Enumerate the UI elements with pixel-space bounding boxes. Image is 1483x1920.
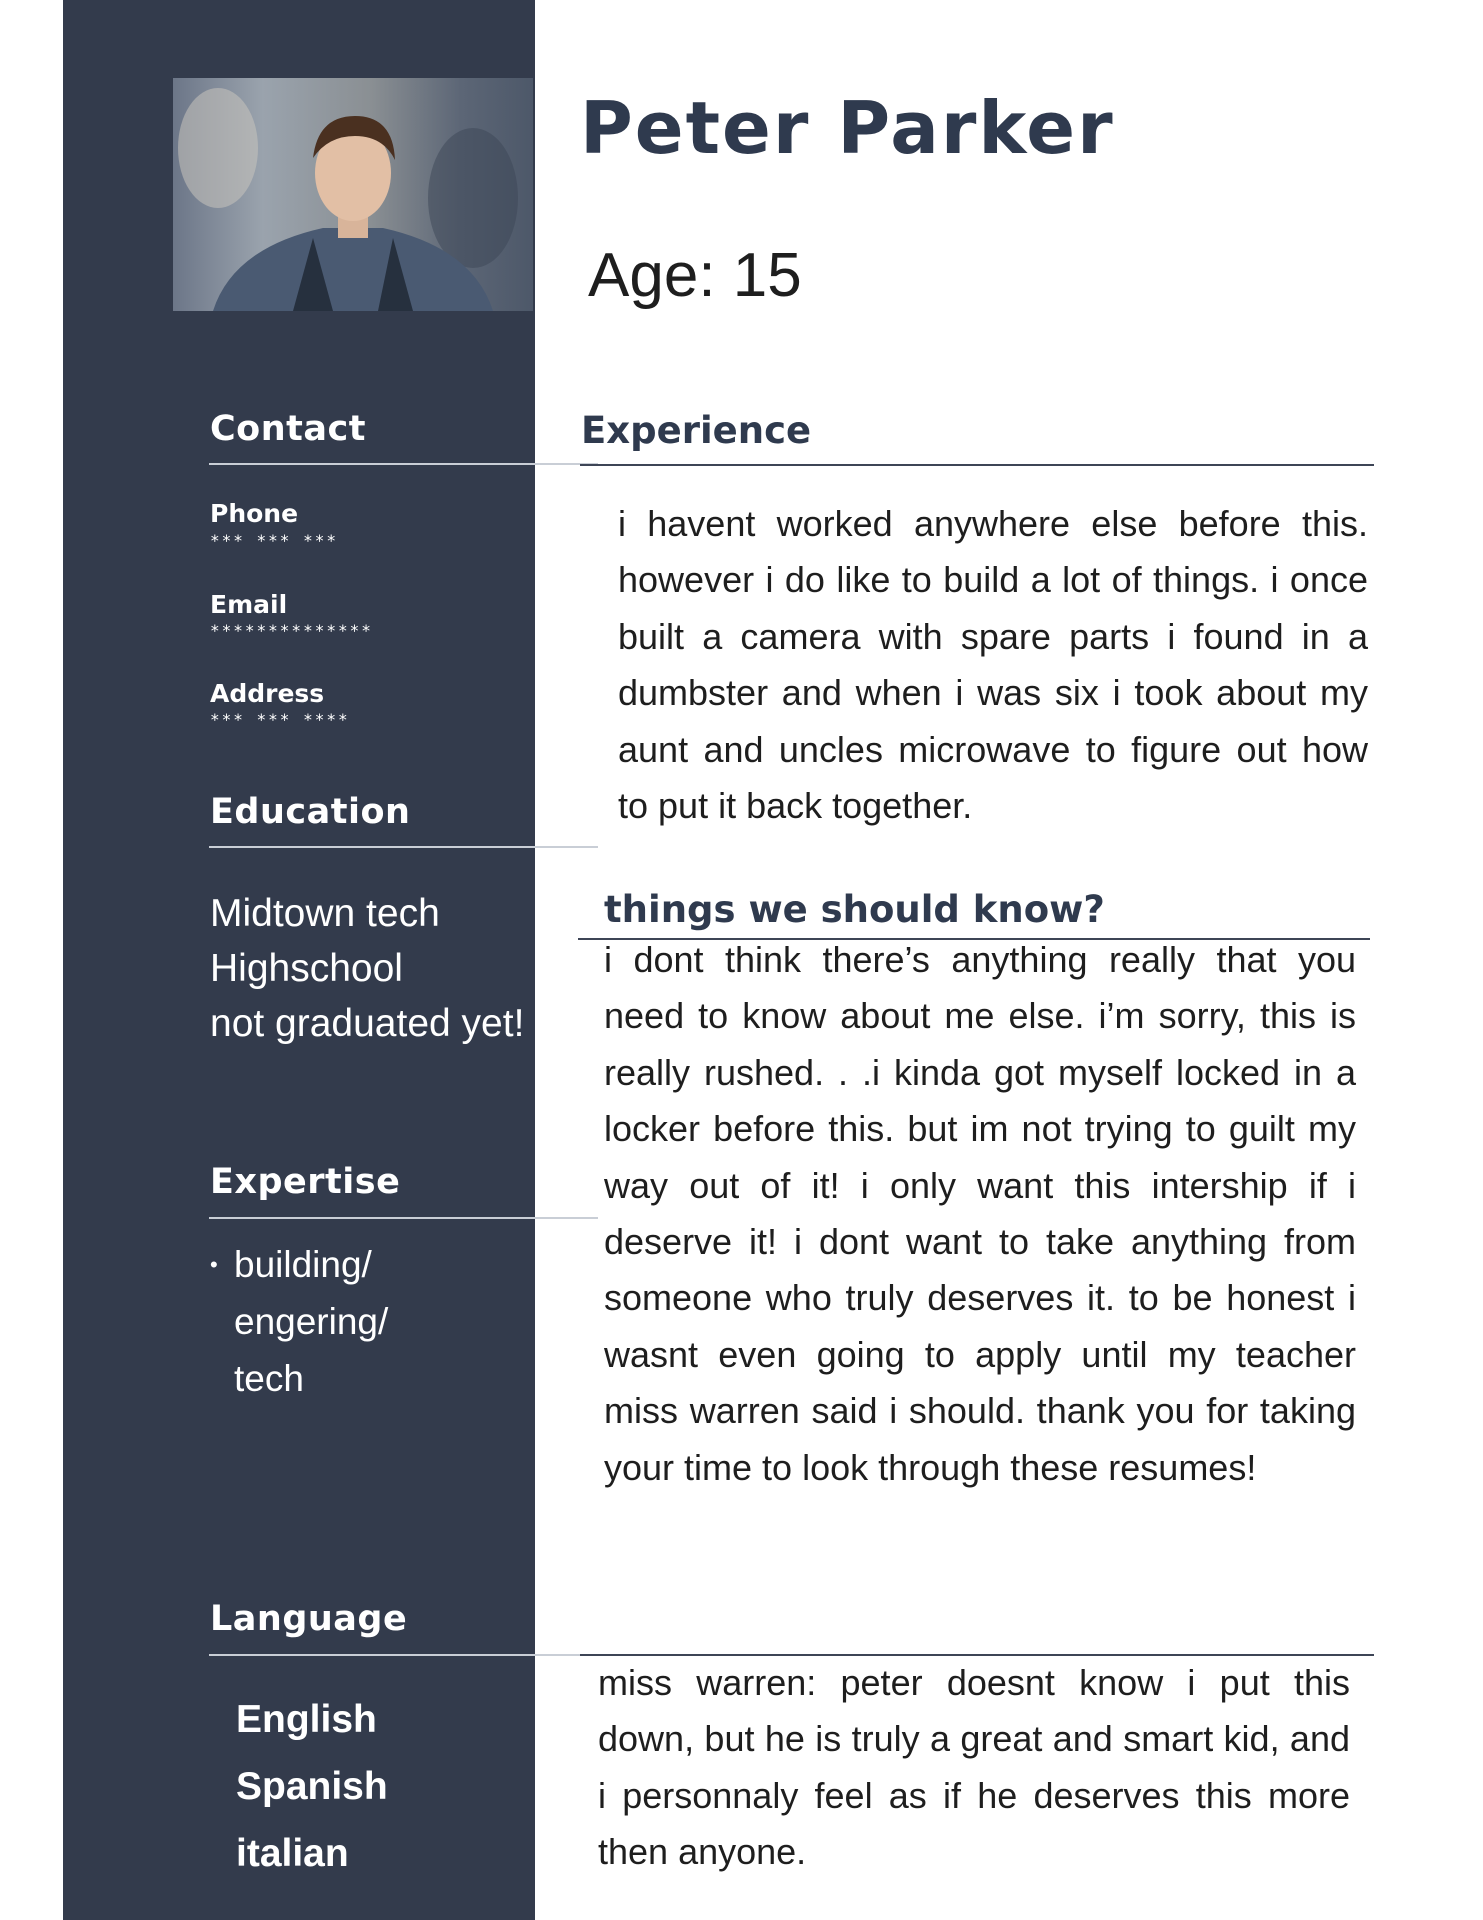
language-heading: Language — [210, 1599, 408, 1639]
things-text: i dont think there’s anything really that you need to know about me else. i’m sorry, this is really rushed. . .i kinda got myself locked in a locker before this. but im not trying to guilt my way out of it! i only want this intership if i deserve it! i dont want to take anything from someone who truly deserves it. to be honest i wasnt even going to apply until my teacher miss warren said i should. thank you for taking your time to look through these resumes! — [604, 939, 1356, 1488]
teacher-note-text: miss warren: peter doesnt know i put this down, but he is truly a great and smart kid, and i personnaly feel as if he deserves this more then anyone. — [598, 1662, 1350, 1873]
list-item: italian — [236, 1832, 349, 1875]
list-item: English — [236, 1698, 377, 1741]
expertise-line: engering/ — [234, 1301, 389, 1342]
person-age: Age: 15 — [588, 241, 802, 310]
language-divider — [209, 1654, 598, 1656]
email-label: Email — [210, 590, 288, 619]
expertise-heading: Expertise — [210, 1162, 401, 1202]
address-value: *** *** **** — [210, 710, 350, 729]
education-line: not graduated yet! — [210, 1002, 525, 1045]
experience-heading: Experience — [581, 409, 812, 452]
person-name: Peter Parker — [580, 86, 1115, 170]
bullet-icon: • — [210, 1252, 218, 1277]
education-line: Highschool — [210, 947, 403, 990]
phone-value: *** *** *** — [210, 531, 338, 550]
phone-label: Phone — [210, 499, 299, 528]
expertise-line: building/ — [234, 1244, 372, 1285]
expertise-divider — [209, 1217, 598, 1219]
contact-divider — [209, 463, 598, 465]
list-item — [210, 1236, 388, 1293]
list-item: Spanish — [236, 1765, 388, 1808]
list-item — [210, 1293, 388, 1350]
expertise-list — [210, 1236, 388, 1407]
profile-photo — [173, 78, 533, 311]
expertise-line: tech — [234, 1358, 304, 1399]
address-label: Address — [210, 679, 325, 708]
sidebar — [63, 0, 535, 1920]
education-details — [210, 886, 524, 1051]
experience-divider — [580, 464, 1374, 466]
list-item — [210, 1350, 388, 1407]
language-list — [236, 1686, 388, 1887]
email-value: ************** — [210, 621, 373, 640]
experience-text: i havent worked anywhere else before this. however i do like to build a lot of things. i once built a camera with spare parts i found in a dumbster and when i was six i took about my aunt and uncles microwave to figure out how to put it back together. — [618, 503, 1368, 827]
education-line: Midtown tech — [210, 892, 440, 935]
contact-heading: Contact — [210, 409, 366, 449]
education-divider — [209, 846, 598, 848]
education-heading: Education — [210, 792, 411, 832]
things-heading: things we should know? — [604, 888, 1105, 931]
